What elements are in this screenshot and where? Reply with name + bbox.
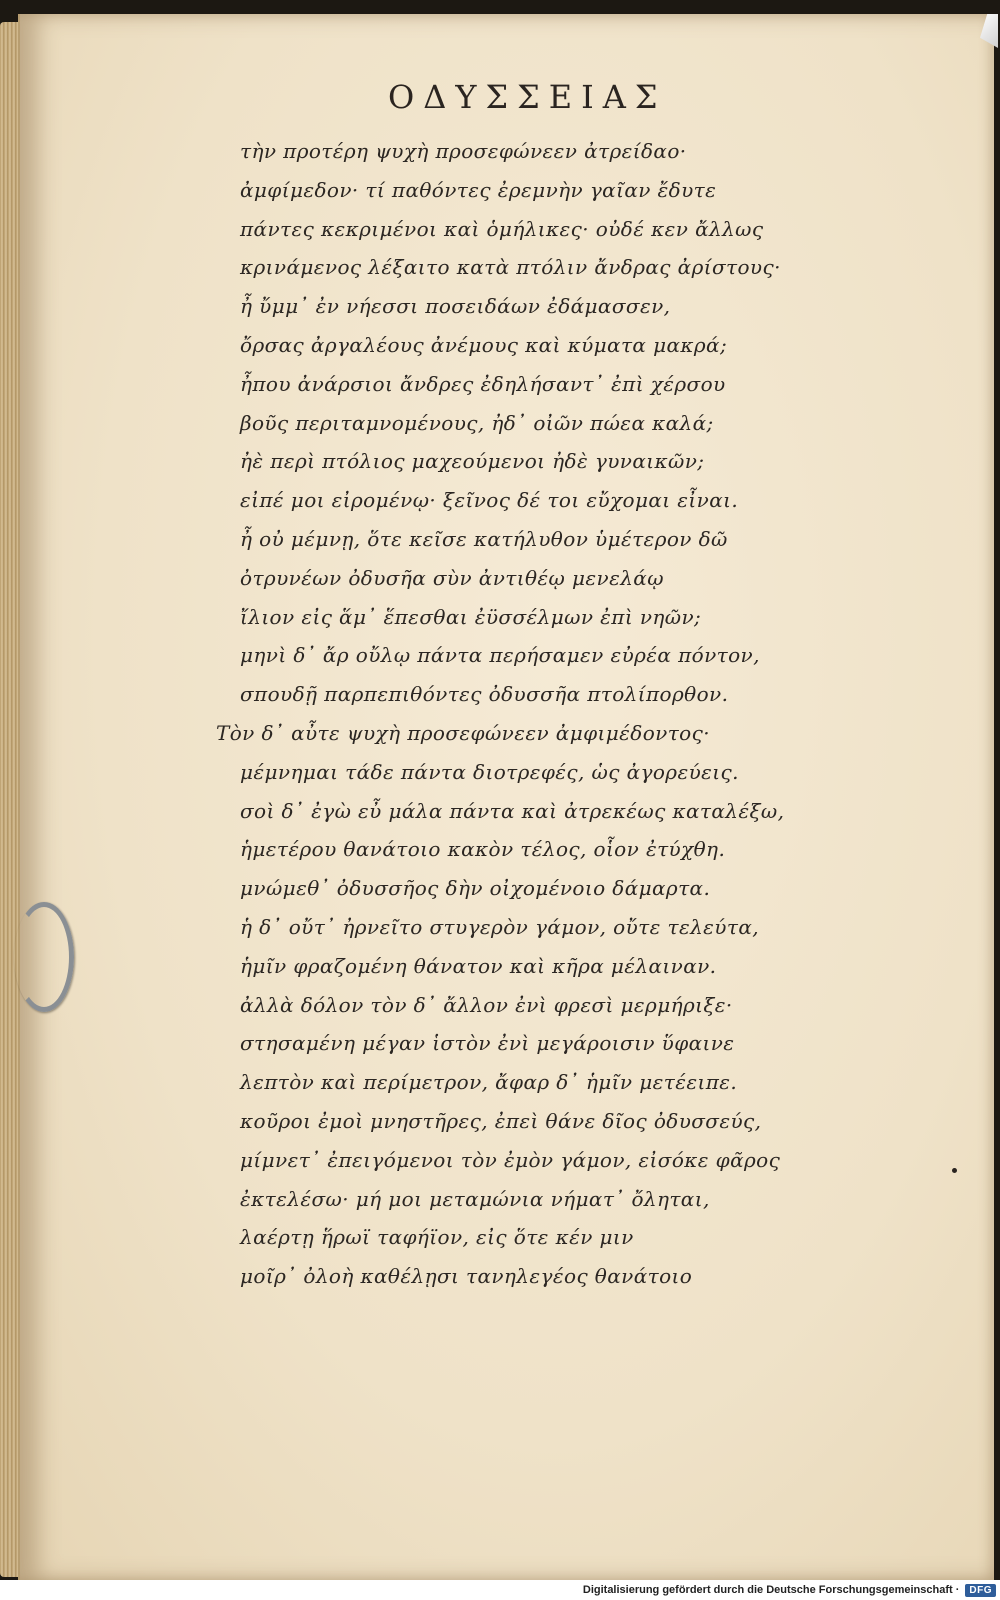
- verse-line: λαέρτῃ ἥρωϊ ταφήϊον, εἰς ὅτε κέν μιν: [240, 1225, 634, 1250]
- verse-line: ἡμετέρου θανάτοιο κακὸν τέλος, οἷον ἐτύχθη.: [240, 837, 726, 862]
- running-head: ΟΔΥΣΣΕΙΑΣ: [388, 78, 667, 116]
- verse-line: εἰπέ μοι εἰρομένῳ· ξεῖνος δέ τοι εὔχομαι εἶναι.: [240, 488, 739, 513]
- binding-ring: [14, 902, 74, 1012]
- verse-line: πάντες κεκριμένοι καὶ ὁμήλικες· οὐδέ κεν ἄλλως: [240, 216, 764, 241]
- ink-speck: [952, 1168, 957, 1173]
- verse-line: τὴν προτέρη ψυχὴ προσεφώνεεν ἀτρείδαο·: [240, 139, 687, 163]
- dfg-logo: DFG: [965, 1584, 996, 1597]
- verse-line: ἡμῖν φραζομένη θάνατον καὶ κῆρα μέλαιναν.: [240, 953, 717, 978]
- book-page: [18, 14, 994, 1580]
- verse-line: μοῖρ᾽ ὀλοὴ καθέλῃσι τανηλεγέος θανάτοιο: [240, 1264, 693, 1289]
- verse-line: βοῦς περιταμνομένους, ἠδ᾽ οἰῶν πώεα καλά;: [240, 410, 714, 435]
- verse-line: ἀλλὰ δόλον τὸν δ᾽ ἄλλον ἐνὶ φρεσὶ μερμήριξε·: [240, 992, 733, 1017]
- verse-line: ἦπου ἀνάρσιοι ἄνδρες ἐδηλήσαντ᾽ ἐπὶ χέρσου: [240, 371, 726, 396]
- verse-line: ὄρσας ἀργαλέους ἀνέμους καὶ κύματα μακρά;: [240, 332, 728, 357]
- verse-line: κρινάμενος λέξαιτο κατὰ πτόλιν ἄνδρας ἀρίστους·: [240, 255, 781, 280]
- verse-line: μηνὶ δ᾽ ἄρ οὔλῳ πάντα περήσαμεν εὐρέα πόντον,: [240, 643, 760, 668]
- verse-line: κοῦροι ἐμοὶ μνηστῆρες, ἐπεὶ θάνε δῖος ὀδυσσεύς,: [240, 1108, 762, 1133]
- footer-bar: [0, 1580, 1000, 1600]
- verse-line: Τὸν δ᾽ αὖτε ψυχὴ προσεφώνεεν ἀμφιμέδοντος·: [216, 720, 710, 745]
- verse-line: ἀμφίμεδον· τί παθόντες ἐρεμνὴν γαῖαν ἔδυτε: [240, 177, 717, 202]
- verse-line: σπουδῇ παρπεπιθόντες ὀδυσσῆα πτολίπορθον.: [240, 682, 729, 707]
- verse-line: μνώμεθ᾽ ὀδυσσῆος δὴν οἰχομένοιο δάμαρτα.: [240, 876, 711, 901]
- verse-line: λεπτὸν καὶ περίμετρον, ἄφαρ δ᾽ ἡμῖν μετέειπε.: [240, 1070, 738, 1095]
- verse-line: ἦ οὐ μέμνῃ, ὅτε κεῖσε κατήλυθον ὑμέτερον δῶ: [240, 526, 728, 551]
- verse-line: ὀτρυνέων ὀδυσῆα σὺν ἀντιθέῳ μενελάῳ: [240, 565, 664, 590]
- verse-text-block: [216, 132, 796, 1296]
- funding-credit: Digitalisierung gefördert durch die Deutsche Forschungsgemeinschaft ·: [582, 1584, 960, 1596]
- verse-line: ἦ ὔμμ᾽ ἐν νήεσσι ποσειδάων ἐδάμασσεν,: [240, 294, 671, 319]
- verse-line: ἴλιον εἰς ἅμ᾽ ἕπεσθαι ἐϋσσέλμων ἐπὶ νηῶν;: [240, 604, 702, 629]
- verse-line: ἠὲ περὶ πτόλιος μαχεούμενοι ἠδὲ γυναικῶν;: [240, 449, 705, 474]
- verse-line: μίμνετ᾽ ἐπειγόμενοι τὸν ἐμὸν γάμον, εἰσόκε φᾶρος: [240, 1147, 781, 1172]
- verse-line: ἐκτελέσω· μή μοι μεταμώνια νήματ᾽ ὄληται,: [240, 1186, 710, 1211]
- verse-line: μέμνημαι τάδε πάντα διοτρεφές, ὡς ἀγορεύεις.: [240, 759, 739, 784]
- verse-line: σοὶ δ᾽ ἐγὼ εὖ μάλα πάντα καὶ ἀτρεκέως καταλέξω,: [240, 798, 785, 823]
- verse-line: ἡ δ᾽ οὔτ᾽ ἠρνεῖτο στυγερὸν γάμον, οὔτε τελεύτα,: [240, 914, 759, 939]
- verse-line: στησαμένη μέγαν ἱστὸν ἐνὶ μεγάροισιν ὕφαινε: [240, 1031, 735, 1056]
